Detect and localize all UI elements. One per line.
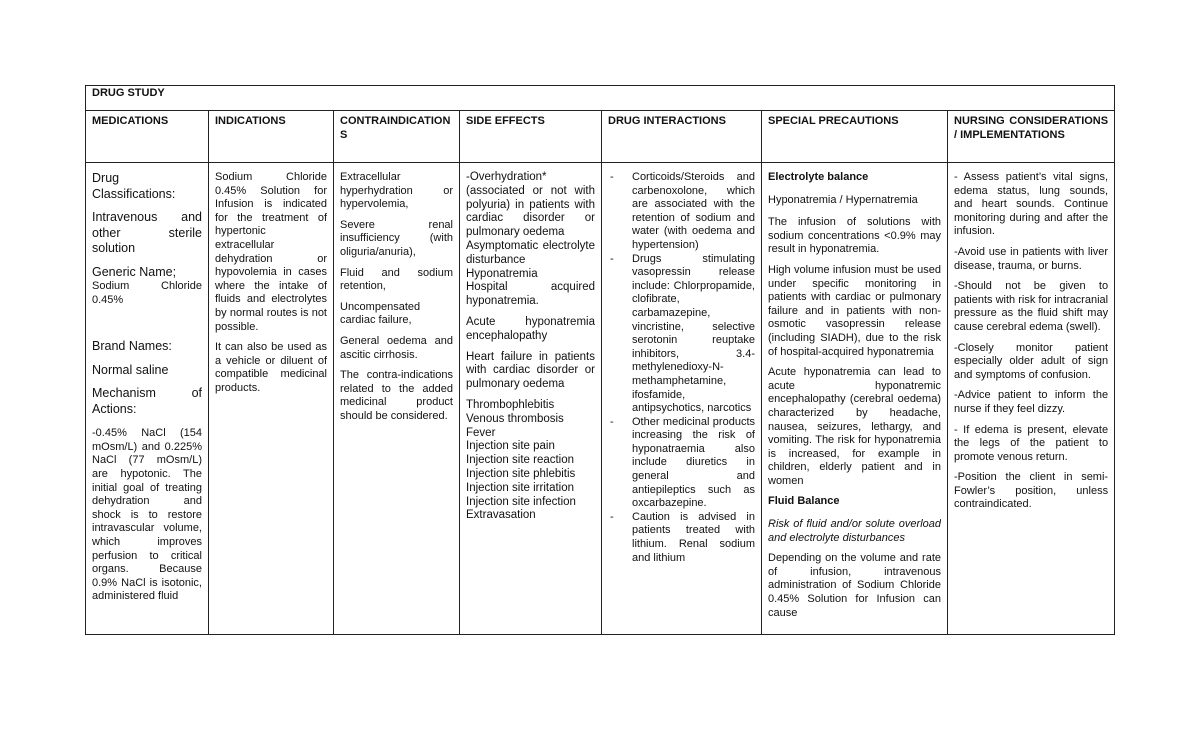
header-medications: MEDICATIONS xyxy=(86,111,209,163)
drug-interactions-list xyxy=(608,171,755,565)
nursing-cell xyxy=(948,163,1115,635)
header-nursing: NURSING CONSIDERATIONS / IMPLEMENTATIONS xyxy=(948,111,1115,163)
side-effect-item: Injection site pain xyxy=(466,440,555,453)
side-effects-cell xyxy=(460,163,602,635)
indications-cell xyxy=(209,163,334,635)
header-side-effects: SIDE EFFECTS xyxy=(460,111,602,163)
side-effect-item: -Overhydration* (associated or not with polyuria) in patients with cardiac disorder or pulmonary oedema xyxy=(466,171,595,239)
nursing-item: -Should not be given to patients with risk for intracranial pressure as the fluid shift may cause cerebral edema (swell). xyxy=(954,280,1109,333)
header-contraindications xyxy=(334,111,460,163)
header-drug-interactions: DRUG INTERACTIONS xyxy=(602,111,762,163)
med-generic-value: Sodium Chloride 0.45% xyxy=(92,280,202,306)
side-effect-item: Injection site phlebitis xyxy=(466,467,576,480)
med-brand-label: Brand Names: xyxy=(92,339,172,354)
side-effect-item: Injection site infection xyxy=(466,495,576,508)
med-mechanism-text: -0.45% NaCl (154 mOsm/L) and 0.225% NaCl (77 mOsm/L) are hypotonic. The initial goal of treating dehydration and shock is to restore intravascular volume, which improves perfusion to critical organs. Because 0.9% NaCl is isotonic, administered fluid xyxy=(92,427,202,603)
nursing-item: -Avoid use in patients with liver disease, trauma, or burns. xyxy=(954,245,1109,272)
side-effect-item: Heart failure in patients with cardiac disorder or pulmonary oedema xyxy=(466,350,595,391)
special-precautions-cell xyxy=(762,163,948,635)
indication-paragraph: Sodium Chloride 0.45% Solution for Infusion is indicated for the treatment of hypertonic extracellular dehydration or hypovolemia in cases where the intake of fluids and electrolytes by normal routes is not possible. xyxy=(215,171,327,333)
side-effect-item: Hospital acquired hyponatremia. xyxy=(466,281,595,308)
side-effect-item: Hyponatremia xyxy=(466,267,538,280)
nursing-item: -Closely monitor patient especially older adult of sign and symptoms of confusion. xyxy=(954,341,1109,381)
nursing-item: - If edema is present, elevate the legs of the patient to promote venous return. xyxy=(954,423,1109,463)
contraindications-cell xyxy=(334,163,460,635)
indication-paragraph: It can also be used as a vehicle or diluent of compatible medicinal products. xyxy=(215,341,327,394)
precaution-italic: Risk of fluid and/or solute overload and electrolyte disturbances xyxy=(768,518,941,544)
precaution-paragraph: High volume infusion must be used under specific monitoring in patients with cardiac or pulmonary failure and in patients with non-osmotic vasopressin release (including SIADH), due to the risk of hospital-acquired hyponatremia xyxy=(768,263,941,358)
contraindication-item: The contra-indications related to the added medicinal product should be considered. xyxy=(340,369,453,422)
med-generic-label: Generic Name; xyxy=(92,264,177,279)
side-effect-item: Extravasation xyxy=(466,509,536,522)
side-effect-item: Venous thrombosis xyxy=(466,412,564,425)
med-classification-label: Drug Classifications: xyxy=(92,171,176,201)
side-effect-item: Fever xyxy=(466,426,496,439)
precaution-heading: Fluid Balance xyxy=(768,495,840,508)
contraindication-item: Uncompensated cardiac failure, xyxy=(340,300,421,327)
med-brand-value: Normal saline xyxy=(92,362,169,377)
nursing-item: -Position the client in semi-Fowler’s position, unless contraindicated. xyxy=(954,471,1109,511)
drug-interaction-item: - Caution is advised in patients treated with lithium. Renal sodium and lithium xyxy=(608,511,755,565)
precaution-paragraph: Acute hyponatremia can lead to acute hyponatremic encephalopathy (cerebral oedema) characterized by headache, nausea, seizures, lethargy, and vomiting. The risk for hyponatremia is increased, for example in children, elderly patient and in women xyxy=(768,366,941,487)
header-contraindications-text: CONTRAINDICATIONS xyxy=(340,115,451,141)
drug-interaction-item: - Other medicinal products increasing the risk of hyponatraemia also include diuretics in general and antiepileptics such as oxcarbazepine. xyxy=(608,416,755,511)
side-effect-item: Injection site reaction xyxy=(466,454,575,467)
contraindication-item: Extracellular hyperhydration or hypervolemia, xyxy=(340,171,453,211)
drug-interaction-item: - Drugs stimulating vasopressin release include: Chlorpropamide, clofibrate, carbamazepine, vincristine, selective serotonin reuptake inhibitors, 3.4-methylenedioxy-N-methamphetamine, ifosfamide, antipsychotics, narcotics xyxy=(608,253,755,416)
side-effect-item: Asymptomatic electrolyte disturbance xyxy=(466,239,595,266)
med-mechanism-label: Mechanism of Actions: xyxy=(92,386,202,416)
med-classification-value: Intravenous and other sterile solution xyxy=(92,210,202,255)
side-effect-item: Thrombophlebitis xyxy=(466,398,555,411)
side-effect-item: Acute hyponatremia encephalopathy xyxy=(466,315,595,342)
header-indications: INDICATIONS xyxy=(209,111,334,163)
precaution-subheading: Hyponatremia / Hypernatremia xyxy=(768,193,918,206)
precaution-heading: Electrolyte balance xyxy=(768,171,869,183)
header-special-precautions: SPECIAL PRECAUTIONS xyxy=(762,111,948,163)
drug-interactions-cell xyxy=(602,163,762,635)
drug-interaction-item: - Corticoids/Steroids and carbenoxolone, which are associated with the retention of sodium and water (with oedema and hypertension) xyxy=(608,171,755,253)
drug-study-table xyxy=(85,85,1115,635)
contraindication-item: Fluid and sodium retention, xyxy=(340,266,453,293)
side-effect-item: Injection site irritation xyxy=(466,481,575,494)
contraindication-item: General oedema and ascitic cirrhosis. xyxy=(340,334,453,361)
precaution-paragraph: The infusion of solutions with sodium concentrations <0.9% may result in hyponatremia. xyxy=(768,216,941,256)
contraindication-item: Severe renal insufficiency (with oliguria/anuria), xyxy=(340,218,453,258)
nursing-item: -Advice patient to inform the nurse if they feel dizzy. xyxy=(954,389,1109,415)
nursing-item: - Assess patient’s vital signs, edema status, lung sounds, and heart sounds. Continue monitoring during and after the infusion. xyxy=(954,171,1109,238)
precaution-paragraph: Depending on the volume and rate of infusion, intravenous administration of Sodium Chloride 0.45% Solution for Infusion can cause xyxy=(768,552,941,619)
medications-cell xyxy=(86,163,209,635)
table-title: DRUG STUDY xyxy=(86,86,1115,111)
